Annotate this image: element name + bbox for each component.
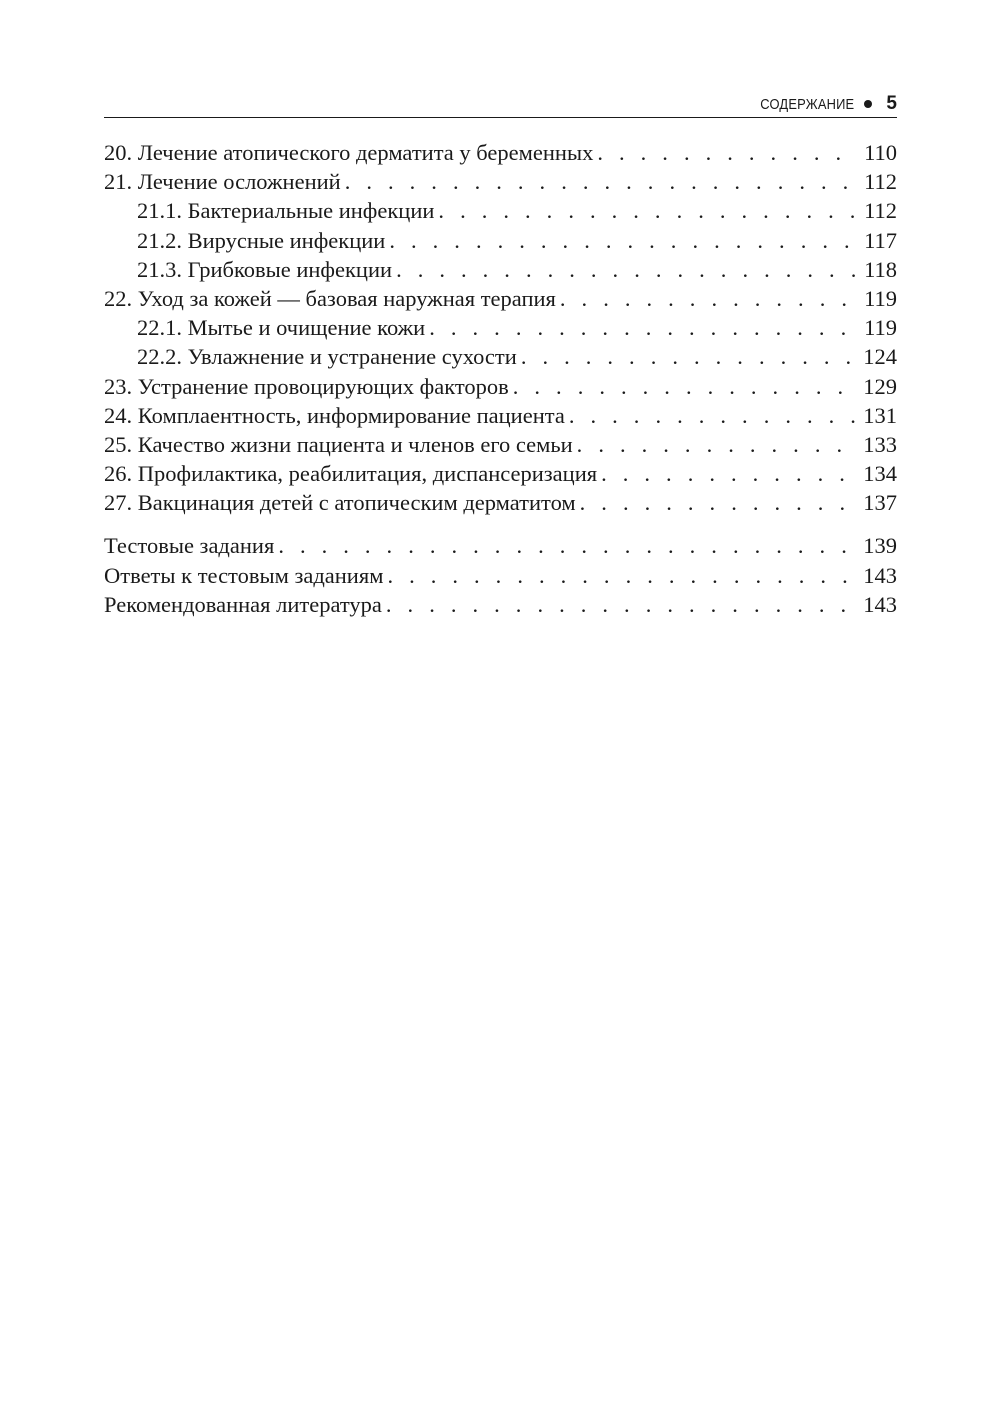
toc-entry[interactable] bbox=[104, 430, 897, 459]
toc-entry-page: 131 bbox=[863, 402, 897, 428]
toc-entry-title: 20. Лечение атопического дерматита у беременных bbox=[104, 140, 594, 165]
toc-entry-title: 22.1. Мытье и очищение кожи bbox=[137, 315, 426, 341]
dot-leader bbox=[597, 138, 855, 167]
dot-leader bbox=[438, 196, 855, 225]
table-of-contents bbox=[104, 138, 897, 619]
dot-leader bbox=[387, 561, 855, 590]
toc-entry-page: 133 bbox=[863, 431, 897, 457]
dot-leader bbox=[429, 313, 855, 342]
toc-entry-title: Ответы к тестовым заданиям bbox=[104, 562, 384, 588]
toc-entry-page: 110 bbox=[864, 140, 897, 165]
toc-entry-page: 119 bbox=[864, 315, 897, 341]
dot-leader bbox=[580, 488, 855, 517]
toc-entry-title: 23. Устранение провоцирующих факторов bbox=[104, 373, 509, 399]
toc-entry[interactable] bbox=[104, 590, 897, 619]
page-number: 5 bbox=[886, 93, 897, 114]
toc-entry-title: 22.2. Увлажнение и устранение сухости bbox=[137, 344, 517, 370]
toc-group bbox=[104, 138, 897, 517]
toc-entry-page: 112 bbox=[864, 169, 897, 195]
toc-entry-page: 137 bbox=[863, 490, 897, 516]
toc-entry-page: 143 bbox=[863, 562, 897, 588]
toc-subentry[interactable] bbox=[104, 226, 897, 255]
toc-entry-title: 27. Вакцинация детей с атопическим дерматитом bbox=[104, 490, 576, 516]
toc-entry-title: 25. Качество жизни пациента и членов его семьи bbox=[104, 431, 573, 457]
dot-leader bbox=[345, 167, 855, 196]
toc-entry-page: 112 bbox=[864, 198, 897, 224]
dot-leader bbox=[396, 255, 855, 284]
toc-subentry[interactable] bbox=[104, 255, 897, 284]
toc-entry-page: 143 bbox=[863, 591, 897, 617]
toc-entry-title: Тестовые задания bbox=[104, 533, 275, 559]
toc-entry-title: 21.3. Грибковые инфекции bbox=[137, 256, 393, 282]
dot-leader bbox=[560, 284, 855, 313]
toc-entry-page: 119 bbox=[864, 285, 897, 311]
toc-entry-title: 21. Лечение осложнений bbox=[104, 169, 341, 195]
toc-entry-title: 26. Профилактика, реабилитация, диспансеризация bbox=[104, 461, 598, 487]
toc-entry-title: 21.1. Бактериальные инфекции bbox=[137, 198, 435, 224]
toc-entry-page: 139 bbox=[863, 533, 897, 559]
dot-leader bbox=[278, 531, 855, 560]
toc-entry[interactable] bbox=[104, 488, 897, 517]
toc-entry-page: 129 bbox=[863, 373, 897, 399]
toc-entry-page: 117 bbox=[864, 227, 897, 253]
dot-leader bbox=[577, 430, 855, 459]
toc-entry[interactable] bbox=[104, 401, 897, 430]
toc-entry-page: 124 bbox=[863, 344, 897, 370]
bullet-icon bbox=[864, 100, 872, 108]
toc-entry-title: 24. Комплаентность, информирование пациента bbox=[104, 402, 565, 428]
toc-entry[interactable] bbox=[104, 561, 897, 590]
toc-subentry[interactable] bbox=[104, 196, 897, 225]
dot-leader bbox=[513, 372, 855, 401]
toc-entry[interactable] bbox=[104, 138, 897, 167]
toc-entry[interactable] bbox=[104, 167, 897, 196]
toc-entry-title: 22. Уход за кожей — базовая наружная терапия bbox=[104, 285, 556, 311]
running-title: СОДЕРЖАНИЕ bbox=[760, 95, 855, 113]
page-header bbox=[104, 90, 897, 118]
toc-entry[interactable] bbox=[104, 531, 897, 560]
toc-entry-page: 134 bbox=[863, 461, 897, 487]
toc-subentry[interactable] bbox=[104, 313, 897, 342]
header-right bbox=[745, 93, 897, 115]
toc-entry[interactable] bbox=[104, 459, 897, 488]
toc-entry-title: 21.2. Вирусные инфекции bbox=[137, 227, 386, 253]
toc-subentry[interactable] bbox=[104, 342, 897, 371]
toc-group bbox=[104, 531, 897, 619]
toc-entry[interactable] bbox=[104, 372, 897, 401]
dot-leader bbox=[521, 342, 855, 371]
toc-entry-title: Рекомендованная литература bbox=[104, 591, 382, 617]
dot-leader bbox=[389, 226, 855, 255]
dot-leader bbox=[601, 459, 855, 488]
toc-entry[interactable] bbox=[104, 284, 897, 313]
dot-leader bbox=[386, 590, 855, 619]
toc-entry-page: 118 bbox=[864, 256, 897, 282]
dot-leader bbox=[569, 401, 855, 430]
